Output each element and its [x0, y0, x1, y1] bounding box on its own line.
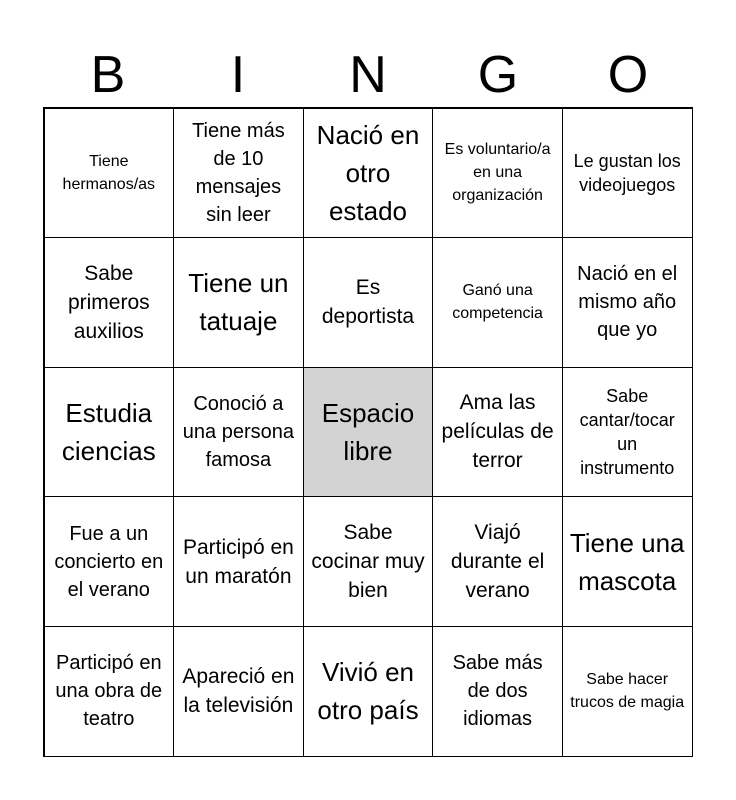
bingo-header [43, 44, 693, 106]
cell-text: Ama las películas de terror [441, 391, 554, 473]
cell-text: Sabe más de dos idiomas [452, 652, 543, 731]
cell-text: Apareció en la televisión [182, 665, 295, 718]
bingo-cell[interactable] [173, 626, 304, 757]
bingo-cell[interactable] [432, 367, 563, 498]
cell-text: Le gustan los videojuegos [573, 150, 681, 195]
bingo-cell[interactable] [432, 237, 563, 368]
bingo-cell[interactable] [44, 237, 175, 368]
cell-text: Es voluntario/a en una organización [444, 141, 551, 205]
cell-text: Tiene más de 10 mensajes sin leer [192, 119, 285, 226]
bingo-cell[interactable] [432, 496, 563, 627]
bingo-cell[interactable] [173, 237, 304, 368]
cell-text: Nació en el mismo año que yo [577, 263, 678, 342]
bingo-cell[interactable] [173, 496, 304, 627]
header-letter-i: I [230, 46, 246, 104]
header-letter-b: B [90, 46, 126, 104]
cell-text: Sabe primeros auxilios [67, 261, 150, 343]
bingo-cell[interactable] [432, 626, 563, 757]
bingo-cell[interactable] [44, 367, 175, 498]
cell-text: Tiene hermanos/as [62, 152, 156, 193]
cell-text: Fue a un concierto en el verano [54, 522, 164, 601]
header-letter-g: G [477, 46, 519, 104]
cell-text: Vivió en otro país [317, 657, 419, 726]
cell-text: Tiene una mascota [569, 527, 685, 596]
bingo-cell[interactable] [562, 626, 693, 757]
cell-text: Espacio libre [321, 397, 415, 466]
bingo-cell[interactable] [562, 108, 693, 239]
bingo-cell[interactable] [303, 237, 434, 368]
bingo-cell[interactable] [173, 108, 304, 239]
free-space-cell[interactable] [303, 367, 434, 498]
bingo-cell[interactable] [173, 367, 304, 498]
cell-text: Nació en otro estado [316, 119, 420, 226]
header-letter-n: N [349, 46, 387, 104]
cell-text: Conoció a una persona famosa [182, 392, 294, 471]
cell-text: Sabe hacer trucos de magia [570, 671, 685, 712]
cell-text: Tiene un tatuaje [188, 268, 289, 337]
bingo-cell[interactable] [562, 496, 693, 627]
cell-text: Sabe cantar/tocar un instrumento [579, 385, 675, 478]
cell-text: Participó en una obra de teatro [55, 652, 163, 731]
cell-text: Ganó una competencia [452, 282, 543, 323]
bingo-cell[interactable] [44, 496, 175, 627]
bingo-grid [43, 107, 693, 757]
bingo-cell[interactable] [44, 108, 175, 239]
bingo-cell[interactable] [303, 108, 434, 239]
bingo-cell[interactable] [303, 626, 434, 757]
cell-text: Participó en un maratón [182, 535, 294, 588]
cell-text: Es deportista [321, 276, 415, 329]
bingo-cell[interactable] [303, 496, 434, 627]
header-letter-o: O [607, 46, 649, 104]
cell-text: Viajó durante el verano [450, 521, 545, 603]
bingo-cell[interactable] [562, 237, 693, 368]
bingo-cell[interactable] [44, 626, 175, 757]
cell-text: Sabe cocinar muy bien [311, 521, 425, 603]
cell-text: Estudia ciencias [61, 397, 156, 466]
bingo-cell[interactable] [562, 367, 693, 498]
bingo-cell[interactable] [432, 108, 563, 239]
